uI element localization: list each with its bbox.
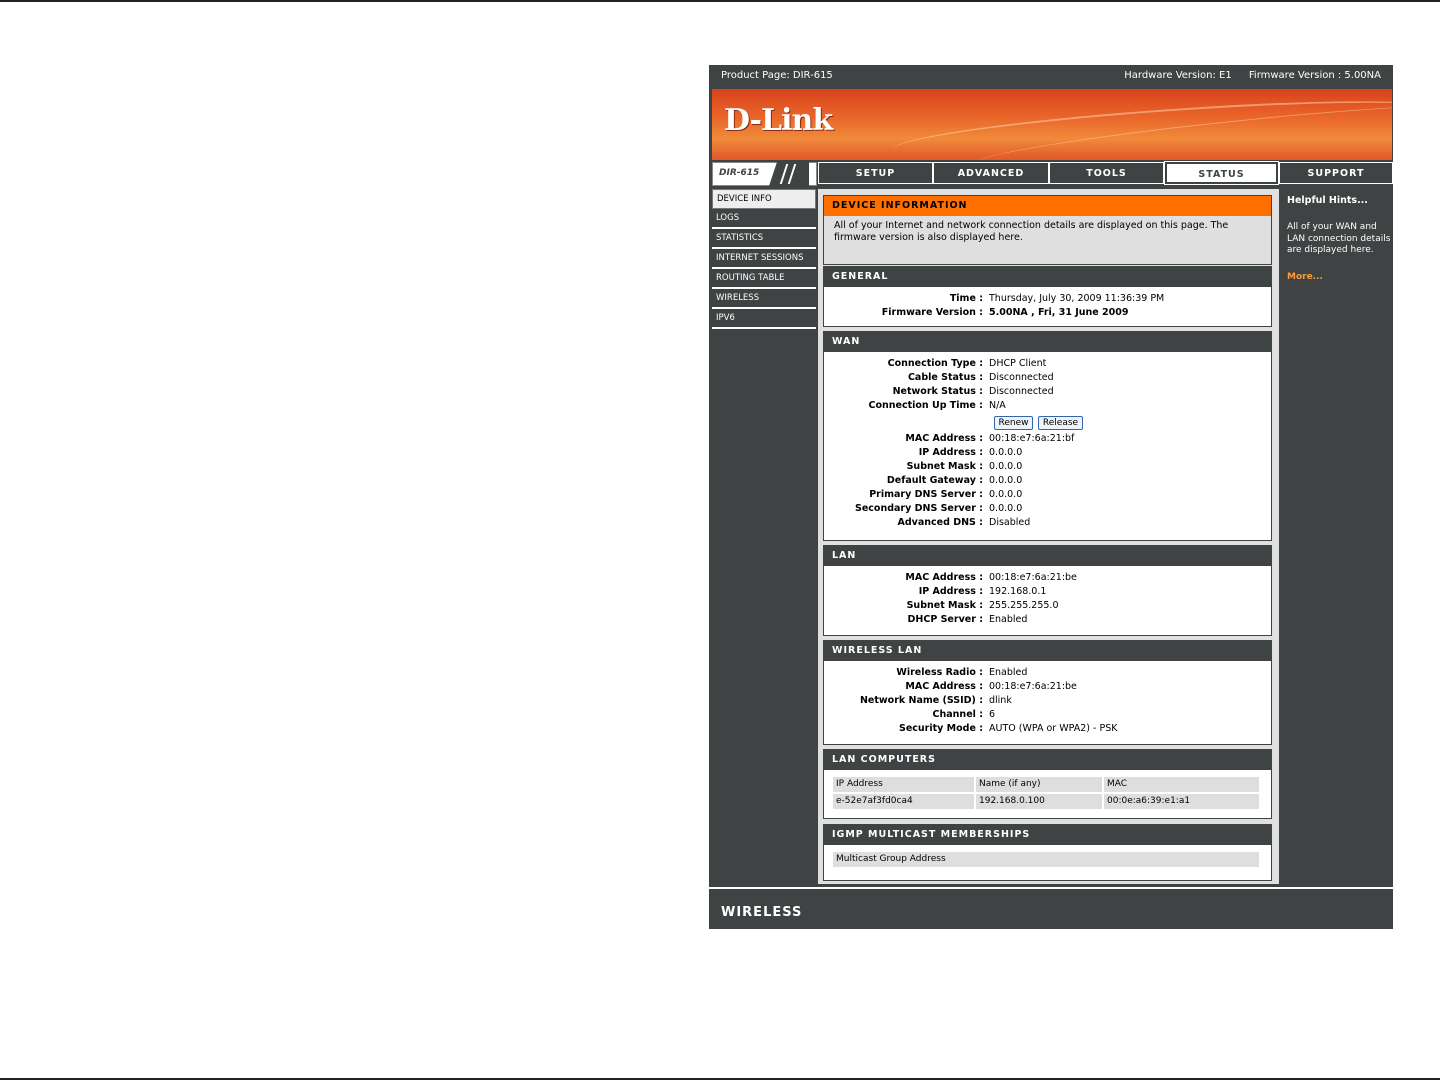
row-label: Network Status : — [892, 386, 983, 397]
sidebar-item-ipv6[interactable]: IPV6 — [712, 309, 816, 329]
release-button[interactable]: Release — [1038, 416, 1083, 430]
row-value: Disabled — [989, 517, 1031, 528]
column-header: MAC — [1104, 777, 1259, 792]
helpful-hints-panel — [1281, 189, 1393, 884]
row-value: 192.168.0.1 — [989, 586, 1047, 597]
wireless-brand: WIRELESS — [721, 905, 803, 920]
row-label: IP Address : — [918, 586, 983, 597]
ssid-row — [824, 695, 1273, 709]
row-label: MAC Address : — [905, 572, 983, 583]
row-label: Firmware Version : — [881, 307, 983, 318]
main-nav — [709, 162, 1393, 186]
firmware-version: Firmware Version : 5.00NA — [1248, 70, 1381, 81]
model-tab — [712, 162, 817, 186]
device-information-section — [823, 195, 1272, 265]
lan-section — [823, 545, 1272, 636]
row-value: AUTO (WPA or WPA2) - PSK — [989, 723, 1118, 734]
row-value: Thursday, July 30, 2009 11:36:39 PM — [989, 293, 1165, 304]
row-label: Channel : — [932, 709, 983, 720]
row-value: 0.0.0.0 — [989, 489, 1023, 500]
row-label: MAC Address : — [905, 433, 983, 444]
row-value: 00:18:e7:6a:21:be — [989, 681, 1077, 692]
top-info-bar — [709, 65, 1393, 87]
main-content — [818, 189, 1279, 884]
row-label: Subnet Mask : — [906, 600, 983, 611]
row-label: Network Name (SSID) : — [859, 695, 983, 706]
row-label: Connection Up Time : — [868, 400, 983, 411]
hints-title: Helpful Hints... — [1287, 195, 1368, 206]
sidebar-item-internet-sessions[interactable]: INTERNET SESSIONS — [712, 249, 816, 269]
network-status-row — [824, 386, 1273, 400]
lan-computers-section — [823, 749, 1272, 819]
row-label: Default Gateway : — [886, 475, 983, 486]
lan-subnet-row — [824, 600, 1273, 614]
lan-dhcp-row — [824, 614, 1273, 628]
wan-buttons-row — [824, 416, 1273, 430]
table-cell: e-52e7af3fd0ca4 — [833, 794, 974, 809]
row-label: Secondary DNS Server : — [855, 503, 983, 514]
cable-status-row — [824, 372, 1273, 386]
wan-mac-row — [824, 433, 1273, 447]
wireless-lan-section — [823, 640, 1272, 745]
row-value: DHCP Client — [989, 358, 1047, 369]
row-value: 0.0.0.0 — [989, 503, 1023, 514]
row-value: Disconnected — [989, 372, 1054, 383]
lan-mac-row — [824, 572, 1273, 586]
sidebar-item-routing-table[interactable]: ROUTING TABLE — [712, 269, 816, 289]
wireless-radio-row — [824, 667, 1273, 681]
sidebar — [712, 189, 816, 329]
slashes-decoration — [769, 162, 809, 186]
row-label: DHCP Server : — [907, 614, 983, 625]
tab-setup[interactable]: SETUP — [818, 162, 933, 184]
row-label: Primary DNS Server : — [869, 489, 983, 500]
wireless-mac-row — [824, 681, 1273, 695]
wan-ip-row — [824, 447, 1273, 461]
section-title: IGMP MULTICAST MEMBERSHIPS — [824, 825, 1271, 845]
wan-section — [823, 331, 1272, 541]
security-mode-row — [824, 723, 1273, 737]
hints-text: All of your WAN and LAN connection details are displayed here. — [1287, 222, 1391, 255]
general-section — [823, 266, 1272, 327]
hardware-version: Hardware Version: E1 — [1124, 70, 1232, 81]
page-top-rule — [0, 0, 1440, 2]
section-title: DEVICE INFORMATION — [824, 196, 1271, 216]
dlink-logo: D-Link — [724, 103, 833, 138]
wan-gateway-row — [824, 475, 1273, 489]
row-label: Connection Type : — [887, 358, 983, 369]
wan-advanced-dns-row — [824, 517, 1273, 531]
intro-text: All of your Internet and network connection details are displayed on this page. The firmware version is also displayed here. — [834, 220, 1229, 243]
row-value: 6 — [989, 709, 996, 720]
column-header: IP Address — [833, 777, 974, 792]
connection-up-time-row — [824, 400, 1273, 414]
sidebar-item-statistics[interactable]: STATISTICS — [712, 229, 816, 249]
connection-type-row — [824, 358, 1273, 372]
tab-tools[interactable]: TOOLS — [1049, 162, 1164, 184]
page-bottom-rule — [0, 1078, 1440, 1080]
tab-support[interactable]: SUPPORT — [1279, 162, 1393, 184]
section-title: LAN COMPUTERS — [824, 750, 1271, 770]
row-value: 00:18:e7:6a:21:bf — [989, 433, 1075, 444]
row-value: N/A — [989, 400, 1006, 411]
column-header: Name (if any) — [976, 777, 1102, 792]
table-cell: 00:0e:a6:39:e1:a1 — [1104, 794, 1259, 809]
model-label: DIR-615 — [719, 168, 760, 178]
row-label: IP Address : — [918, 447, 983, 458]
row-value: 255.255.255.0 — [989, 600, 1059, 611]
row-label: Cable Status : — [907, 372, 983, 383]
channel-row — [824, 709, 1273, 723]
sidebar-item-device-info[interactable]: DEVICE INFO — [712, 189, 816, 209]
row-value: dlink — [989, 695, 1012, 706]
more-link[interactable]: More... — [1287, 272, 1323, 282]
row-value: 0.0.0.0 — [989, 447, 1023, 458]
section-title: GENERAL — [824, 267, 1271, 287]
wan-subnet-row — [824, 461, 1273, 475]
row-label: Time : — [949, 293, 983, 304]
router-status-page — [709, 65, 1393, 927]
row-label: Wireless Radio : — [896, 667, 983, 678]
tab-status[interactable]: STATUS — [1165, 162, 1278, 184]
row-label: Advanced DNS : — [897, 517, 983, 528]
row-value: 00:18:e7:6a:21:be — [989, 572, 1077, 583]
section-title: WAN — [824, 332, 1271, 352]
sidebar-item-logs[interactable]: LOGS — [712, 209, 816, 229]
row-value: Disconnected — [989, 386, 1054, 397]
renew-button[interactable]: Renew — [994, 416, 1033, 430]
dlink-banner — [712, 89, 1392, 160]
row-label: Security Mode : — [899, 723, 983, 734]
wan-secondary-dns-row — [824, 503, 1273, 517]
section-title: WIRELESS LAN — [824, 641, 1271, 661]
igmp-section — [823, 824, 1272, 881]
column-header: Multicast Group Address — [833, 852, 1259, 867]
row-label: Subnet Mask : — [906, 461, 983, 472]
wan-primary-dns-row — [824, 489, 1273, 503]
sidebar-item-wireless[interactable]: WIRELESS — [712, 289, 816, 309]
row-label: MAC Address : — [905, 681, 983, 692]
lan-ip-row — [824, 586, 1273, 600]
product-page-label: Product Page: DIR-615 — [721, 70, 833, 81]
firmware-row — [824, 307, 1273, 321]
row-value: Enabled — [989, 667, 1028, 678]
row-value: 0.0.0.0 — [989, 475, 1023, 486]
row-value: Enabled — [989, 614, 1028, 625]
footer — [709, 887, 1393, 929]
time-row — [824, 293, 1273, 307]
row-value: 0.0.0.0 — [989, 461, 1023, 472]
section-title: LAN — [824, 546, 1271, 566]
table-cell: 192.168.0.100 — [976, 794, 1102, 809]
tab-advanced[interactable]: ADVANCED — [933, 162, 1049, 184]
row-value: 5.00NA , Fri, 31 June 2009 — [989, 307, 1129, 318]
version-info — [1110, 70, 1381, 81]
